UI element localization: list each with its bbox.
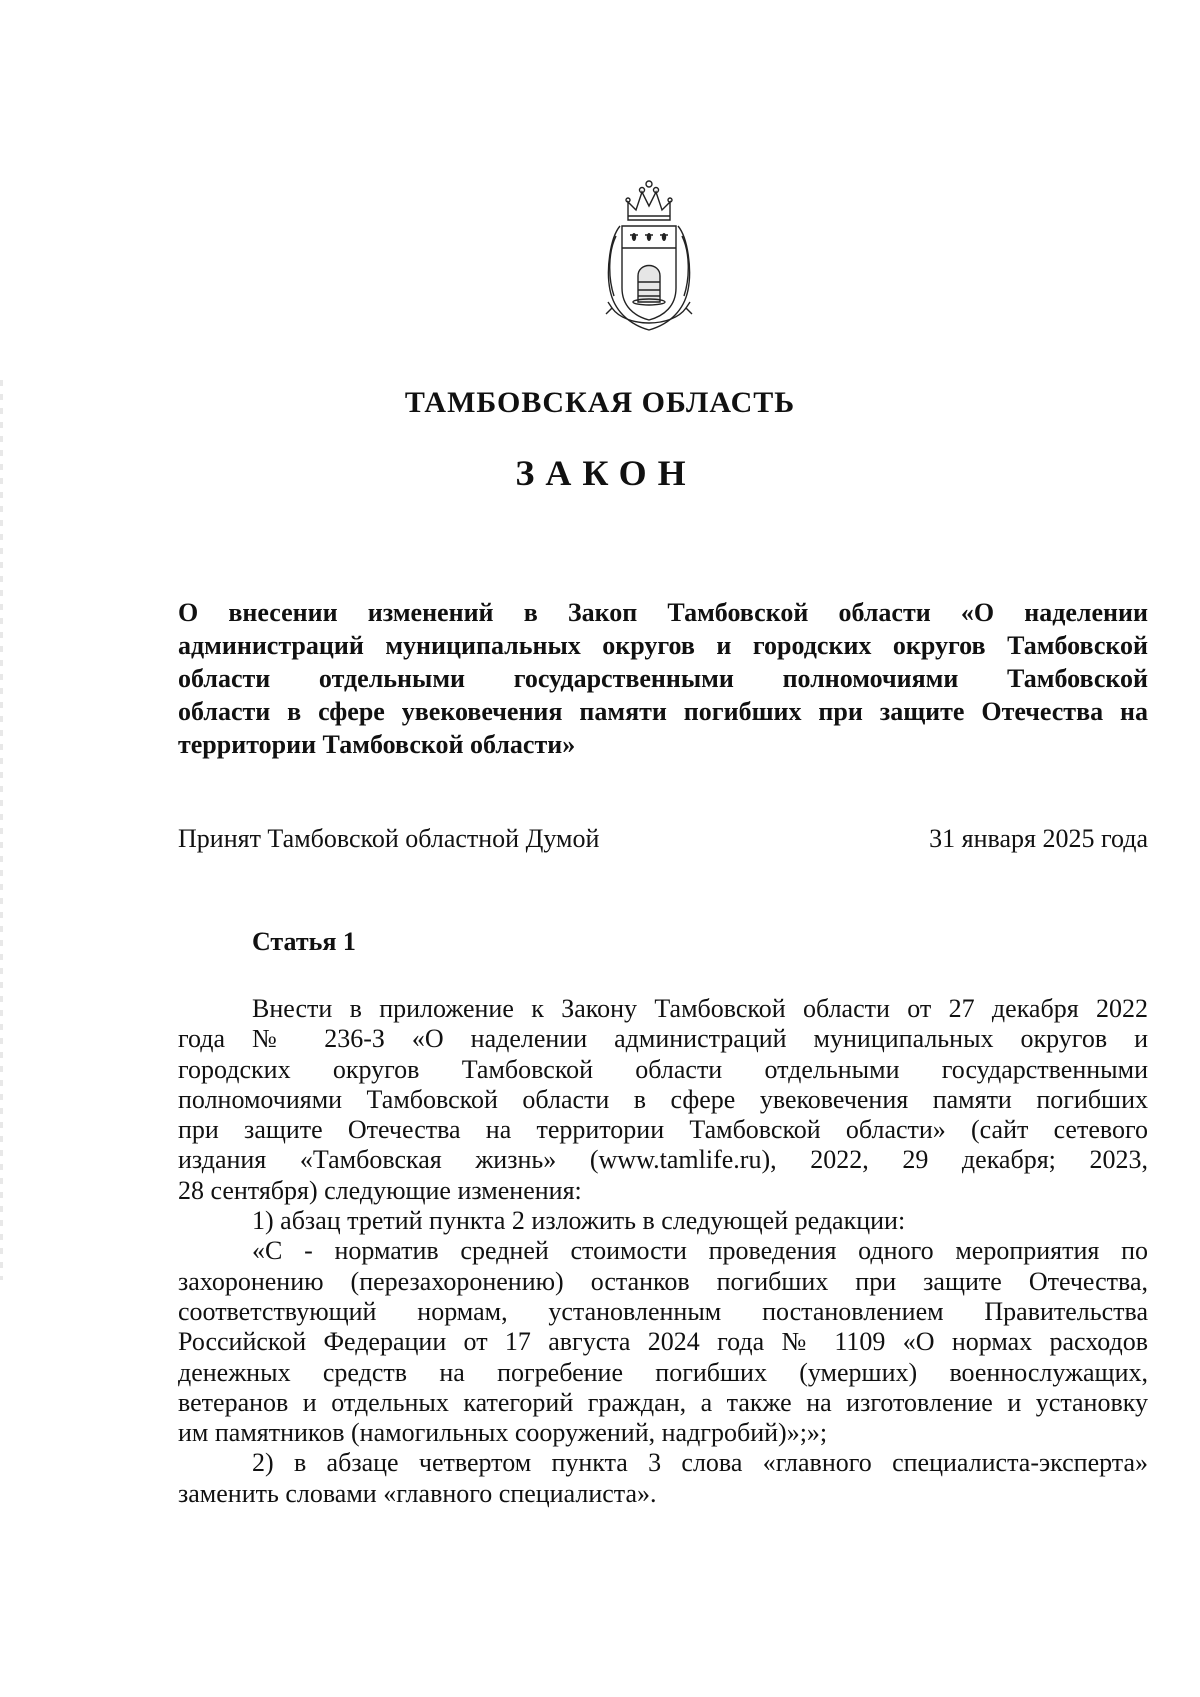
article-line: соответствующий нормам, установленным постановлением Правительства bbox=[178, 1296, 1148, 1326]
document-type-title: ЗАКОН bbox=[515, 453, 697, 493]
region-title: ТАМБОВСКАЯ ОБЛАСТЬ bbox=[404, 386, 796, 419]
subject-line: администраций муниципальных округов и городских округов Тамбовской bbox=[178, 631, 1148, 660]
subject-line: области в сфере увековечения памяти погибших при защите Отечества на bbox=[178, 697, 1148, 726]
article-line: им памятников (намогильных сооружений, надгробий)»;»; bbox=[178, 1418, 828, 1448]
coat-of-arms-icon bbox=[598, 178, 700, 334]
subject-line: области отдельными государственными полномочиями Тамбовской bbox=[178, 664, 1148, 693]
adopting-body: Принят Тамбовской областной Думой bbox=[178, 824, 600, 853]
article-line: заменить словами «главного специалиста». bbox=[178, 1478, 657, 1508]
subject-line: территории Тамбовской области» bbox=[178, 730, 576, 759]
article-line: «С - норматив средней стоимости проведения одного мероприятия по bbox=[252, 1236, 1148, 1266]
scan-edge bbox=[0, 380, 3, 1280]
article-line: ветеранов и отдельных категорий граждан, а также на изготовление и установку bbox=[178, 1387, 1148, 1417]
article-line: 2) в абзаце четвертом пункта 3 слова «главного специалиста-эксперта» bbox=[252, 1448, 1148, 1478]
adoption-date: 31 января 2025 года bbox=[929, 824, 1148, 853]
article-line: года № 236-З «О наделении администраций муниципальных округов и bbox=[178, 1024, 1148, 1054]
article-line: 1) абзац третий пункта 2 изложить в следующей редакции: bbox=[252, 1206, 906, 1236]
article-line: Внести в приложение к Закону Тамбовской области от 27 декабря 2022 bbox=[252, 994, 1148, 1023]
article-line: городских округов Тамбовской области отдельными государственными bbox=[178, 1054, 1148, 1084]
article-line: при защите Отечества на территории Тамбовской области» (сайт сетевого bbox=[178, 1115, 1148, 1145]
law-subject-title bbox=[178, 596, 1148, 761]
subject-line: О внесении изменений в Закоп Тамбовской области «О наделении bbox=[178, 598, 1148, 627]
article-line: денежных средств на погребение погибших (умерших) военнослужащих, bbox=[178, 1357, 1148, 1387]
article-line: издания «Тамбовская жизнь» (www.tamlife.ru), 2022, 29 декабря; 2023, bbox=[178, 1145, 1148, 1175]
article-line: захоронению (перезахоронению) останков погибших при защите Отечества, bbox=[178, 1266, 1148, 1296]
article-heading: Статья 1 bbox=[252, 927, 356, 956]
article-line: Российской Федерации от 17 августа 2024 года № 1109 «О нормах расходов bbox=[178, 1327, 1148, 1357]
article-line: полномочиями Тамбовской области в сфере увековечения памяти погибших bbox=[178, 1084, 1148, 1114]
article-line: 28 сентября) следующие изменения: bbox=[178, 1175, 582, 1205]
article-body bbox=[178, 994, 1148, 1509]
